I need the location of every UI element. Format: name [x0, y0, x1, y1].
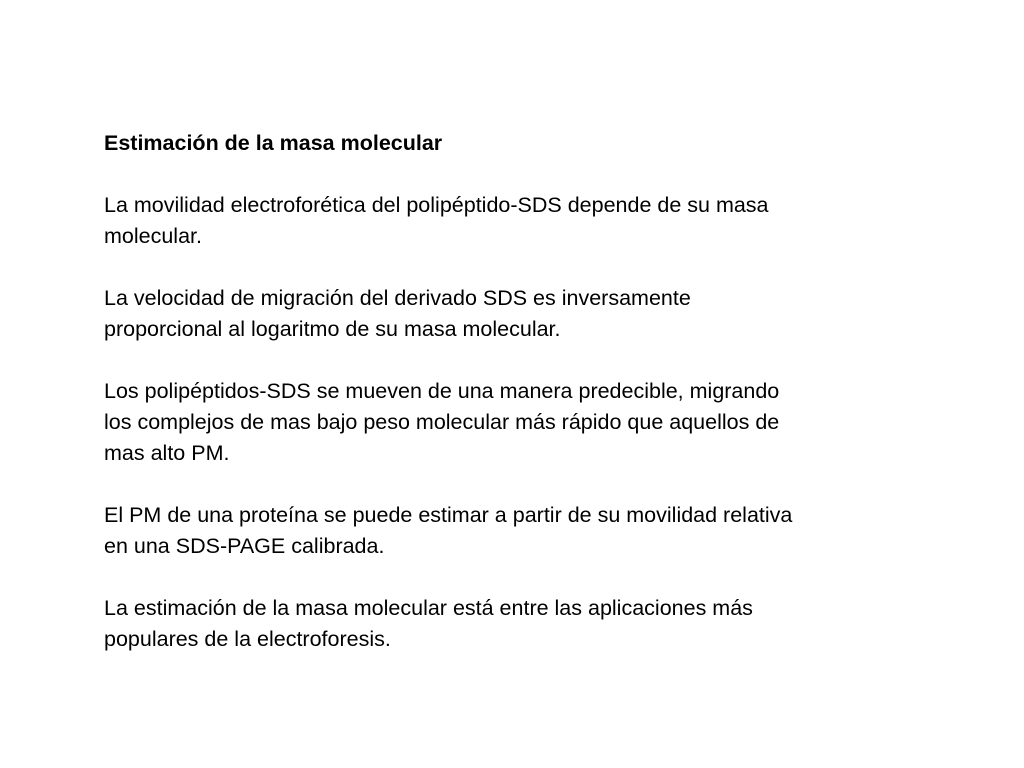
slide-content [104, 128, 984, 655]
paragraph-predictable-migration: Los polipéptidos-SDS se mueven de una manera predecible, migrando los complejos de mas bajo peso molecular más rápido que aquellos de mas alto PM. [104, 379, 780, 465]
paragraph-applications: La estimación de la masa molecular está entre las aplicaciones más populares de la electroforesis. [104, 596, 753, 651]
slide-title: Estimación de la masa molecular [104, 131, 443, 155]
paragraph-mw-estimation: El PM de una proteína se puede estimar a partir de su movilidad relativa en una SDS-PAGE calibrada. [104, 503, 793, 558]
paragraph-electrophoretic-mobility: La movilidad electroforética del polipéptido-SDS depende de su masa molecular. [104, 193, 769, 248]
paragraph-migration-velocity: La velocidad de migración del derivado SDS es inversamente proporcional al logaritmo de su masa molecular. [104, 286, 691, 341]
